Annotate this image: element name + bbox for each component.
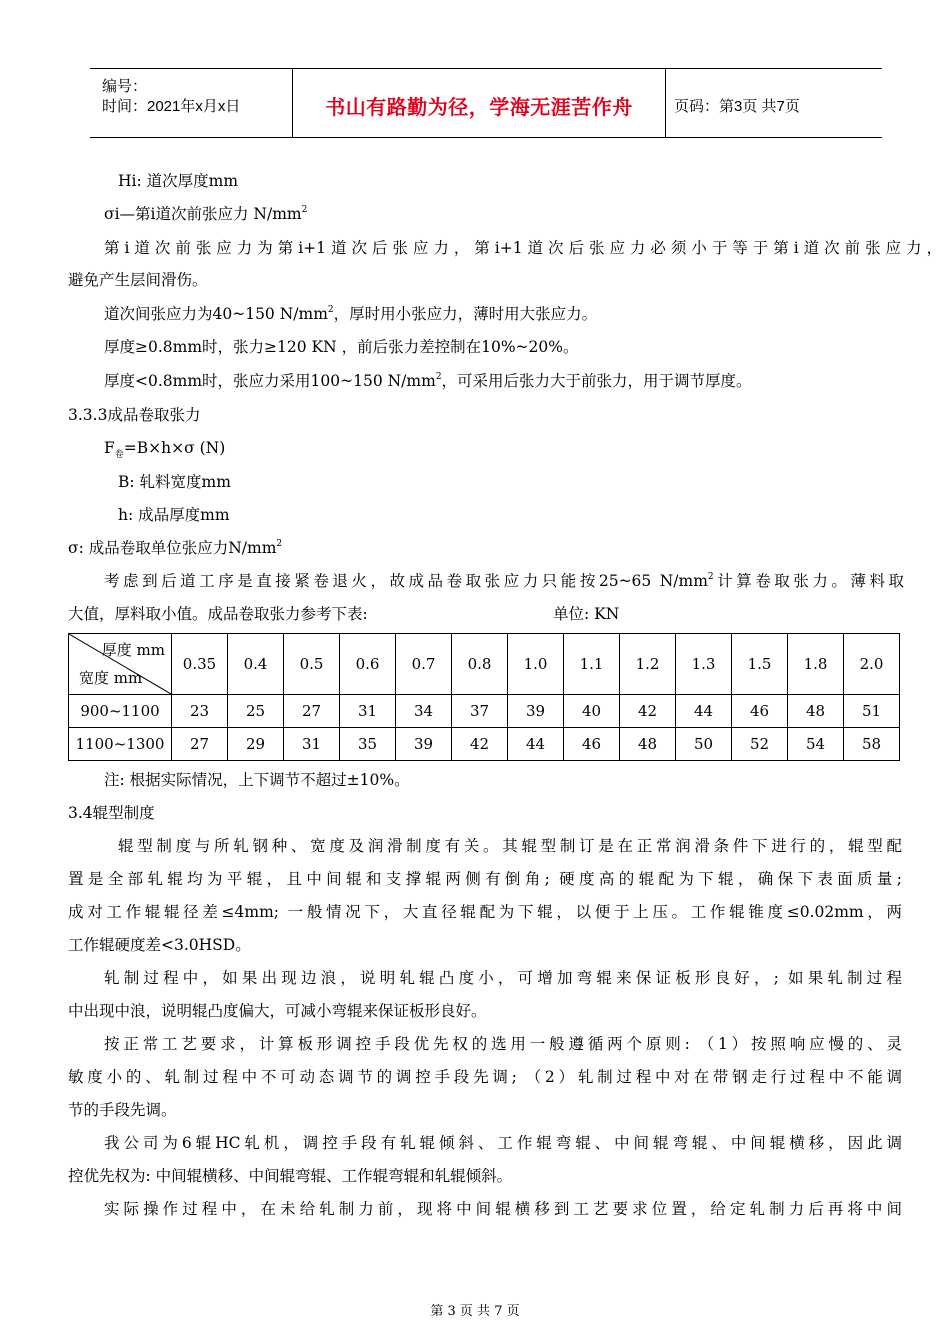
table-cell: 44 [508, 728, 564, 761]
table-cell: 35 [340, 728, 396, 761]
superscript: 2 [327, 304, 334, 315]
section-heading-3-4: 3.4辊型制度 [68, 804, 155, 822]
text-span: ，厚时用小张应力，薄时用大张应力。 [333, 305, 598, 323]
paragraph-line: 工作辊硬度差<3.0HSD。 [68, 936, 251, 954]
serial-number-label: 编号： [102, 78, 148, 95]
table-header-row [69, 634, 900, 695]
thickness-header: 0.5 [284, 634, 340, 695]
text-span: σ: 成品卷取单位张应力N/mm [68, 539, 277, 557]
paragraph-line: 大值，厚料取小值。成品卷取张力参考下表: [68, 605, 368, 623]
table-note: 注: 根据实际情况，上下调节不超过±10%。 [104, 771, 410, 789]
table-cell: 25 [228, 695, 284, 728]
table-cell: 27 [172, 728, 228, 761]
table-cell: 31 [340, 695, 396, 728]
text-span: 道次间张应力为40~150 N/mm [104, 305, 328, 323]
table-cell: 44 [676, 695, 732, 728]
width-range-cell: 1100~1300 [69, 728, 172, 761]
thickness-header: 1.1 [564, 634, 620, 695]
paragraph-line: 中出现中浪，说明辊凸度偏大，可减小弯辊来保证板形良好。 [68, 1002, 487, 1020]
paragraph-line: 实际操作过程中，在未给轧制力前，现将中间辊横移到工艺要求位置，给定轧制力后再将中间 [104, 1200, 902, 1218]
table-cell: 58 [844, 728, 900, 761]
section-heading-3-3-3: 3.3.3成品卷取张力 [68, 406, 201, 424]
text-span: F [104, 439, 115, 457]
thickness-header: 0.4 [228, 634, 284, 695]
line-sigma-i [104, 204, 307, 224]
line-sigma-unit [68, 538, 282, 558]
text-span: ，可采用后张力大于前张力，用于调节厚度。 [441, 372, 752, 390]
paragraph-line: 第i道次前张应力为第i+1道次后张应力，第i+1道次后张应力必须小于等于第i道次前张应力， [104, 239, 942, 257]
line-sigma-i-text: σi—第i道次前张应力 N/mm [104, 205, 302, 223]
paragraph-line: 控优先权为: 中间辊横移、中间辊弯辊、工作辊弯辊和轧辊倾斜。 [68, 1167, 513, 1185]
thickness-header: 1.2 [620, 634, 676, 695]
table-cell: 39 [508, 695, 564, 728]
paragraph-line: 置是全部轧辊均为平辊，且中间辊和支撑辊两侧有倒角; 硬度高的辊配为下辊，确保下表面质量; [68, 870, 902, 888]
thickness-header: 2.0 [844, 634, 900, 695]
table-row [69, 695, 900, 728]
table-cell: 37 [452, 695, 508, 728]
page-header [90, 68, 882, 138]
paragraph-line: 辊型制度与所轧钢种、宽度及润滑制度有关。其辊型制订是在正常润滑条件下进行的，辊型配 [118, 837, 902, 855]
line-h-thickness: h: 成品厚度mm [118, 506, 230, 524]
paragraph-line: 避免产生层间滑伤。 [68, 271, 208, 289]
thickness-header: 1.0 [508, 634, 564, 695]
subscript: 卷 [114, 450, 124, 461]
table-row [69, 728, 900, 761]
formula-line [104, 438, 226, 461]
line-thick-tension: 厚度≥0.8mm时，张力≥120 KN ，前后张力差控制在10%~20%。 [104, 338, 579, 356]
paragraph-line: 我公司为6辊HC轧机，调控手段有轧辊倾斜、工作辊弯辊、中间辊弯辊、中间辊横移，因此调 [104, 1134, 902, 1152]
table-cell: 40 [564, 695, 620, 728]
table-cell: 48 [620, 728, 676, 761]
table-cell: 27 [284, 695, 340, 728]
thickness-header: 1.5 [732, 634, 788, 695]
table-cell: 50 [676, 728, 732, 761]
text-span: 计算卷取张力。薄料取 [713, 572, 904, 590]
page-footer: 第 3 页 共 7 页 [430, 1304, 520, 1319]
table-corner-cell [69, 634, 172, 695]
line-b-width: B: 轧料宽度mm [118, 473, 231, 491]
table-cell: 34 [396, 695, 452, 728]
paragraph-line: 按正常工艺要求，计算板形调控手段优先权的选用一般遵循两个原则: （1）按照响应慢的、灵 [104, 1035, 902, 1053]
line-tension-range [104, 304, 597, 324]
header-motto: 书山有路勤为径，学海无涯苦作舟 [325, 95, 633, 119]
thickness-header: 0.6 [340, 634, 396, 695]
table-cell: 42 [620, 695, 676, 728]
paragraph-line: 节的手段先调。 [68, 1101, 177, 1119]
table-cell: 42 [452, 728, 508, 761]
paragraph-line: 成对工作辊辊径差≤4mm; 一般情况下，大直径辊配为下辊，以便于上压。工作辊锥度≤0.02mm，两 [68, 903, 902, 921]
table-cell: 46 [564, 728, 620, 761]
paragraph-line: 敏度小的、轧制过程中不可动态调节的调控手段先调; （2）轧制过程中对在带钢走行过程中不能调 [68, 1068, 902, 1086]
table-cell: 39 [396, 728, 452, 761]
table-cell: 46 [732, 695, 788, 728]
superscript: 2 [276, 538, 283, 549]
text-span: 厚度<0.8mm时，张应力采用100~150 N/mm [104, 372, 436, 390]
paragraph-line [104, 571, 904, 591]
thickness-header: 0.35 [172, 634, 228, 695]
header-center-cell [292, 69, 666, 137]
table-cell: 52 [732, 728, 788, 761]
unit-label: 单位: KN [553, 605, 620, 623]
header-left-cell [90, 69, 292, 137]
time-label: 时间：2021年x月x日 [102, 98, 241, 115]
width-range-cell: 900~1100 [69, 695, 172, 728]
table-cell: 31 [284, 728, 340, 761]
superscript: 2 [707, 571, 714, 582]
table-cell: 23 [172, 695, 228, 728]
thickness-header: 1.3 [676, 634, 732, 695]
line-hi: Hi: 道次厚度mm [118, 172, 239, 190]
page-number-label: 页码：第3页 共7页 [674, 98, 800, 115]
superscript: 2 [435, 371, 442, 382]
thickness-header: 0.8 [452, 634, 508, 695]
table-cell: 51 [844, 695, 900, 728]
coiling-tension-table [68, 633, 900, 761]
table-cell: 29 [228, 728, 284, 761]
header-right-cell [666, 69, 882, 137]
thickness-header: 0.7 [396, 634, 452, 695]
superscript: 2 [301, 204, 308, 215]
table-cell: 48 [788, 695, 844, 728]
line-thin-tension [104, 371, 752, 391]
thickness-axis-label: 厚度 mm [101, 641, 165, 659]
paragraph-line: 轧制过程中，如果出现边浪，说明轧辊凸度小，可增加弯辊来保证板形良好，; 如果轧制过程 [104, 969, 902, 987]
table-cell: 54 [788, 728, 844, 761]
width-axis-label: 宽度 mm [79, 669, 143, 687]
text-span: =B×h×σ (N) [123, 439, 226, 457]
thickness-header: 1.8 [788, 634, 844, 695]
text-span: 考虑到后道工序是直接紧卷退火，故成品卷取张应力只能按25~65 N/mm [104, 572, 708, 590]
